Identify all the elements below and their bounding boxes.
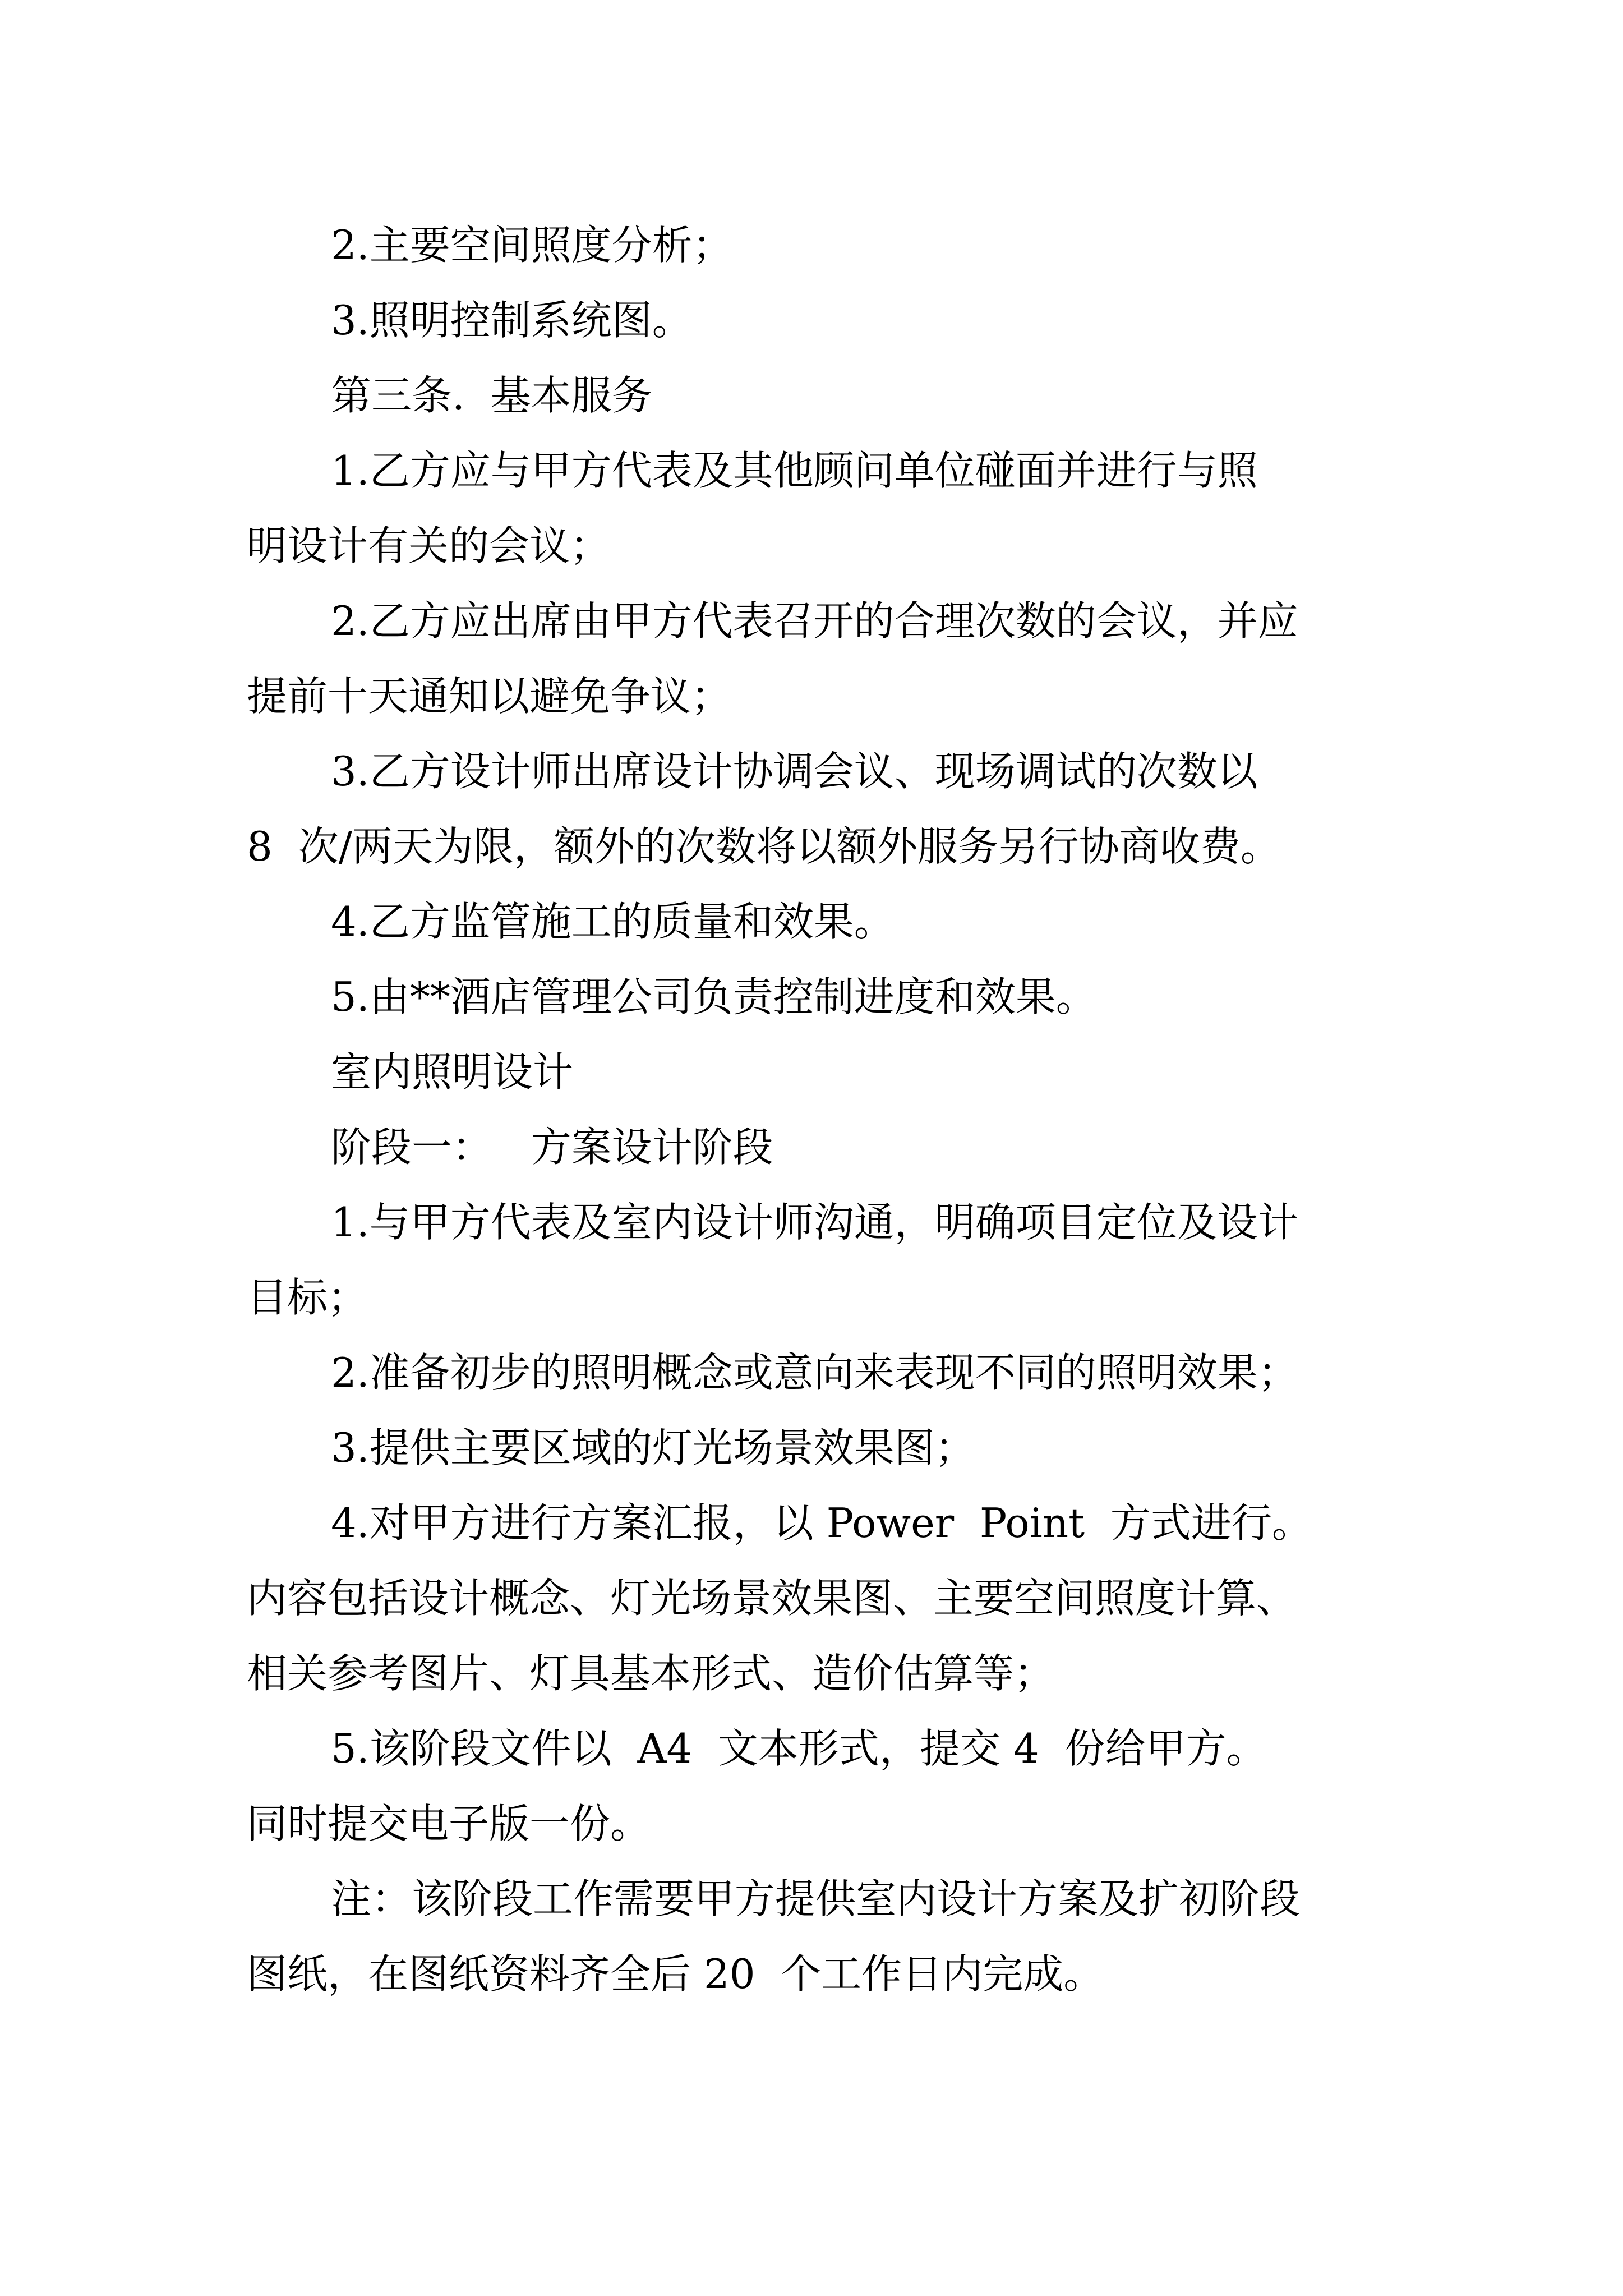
text-line: 3.乙方设计师出席设计协调会议、现场调试的次数以 <box>331 748 1258 795</box>
text-line: 2.准备初步的照明概念或意向来表现不同的照明效果； <box>331 1349 1298 1396</box>
text-line: 8 次/两天为限，额外的次数将以额外服务另行协商收费。 <box>247 823 1281 870</box>
section-heading: 第三条. 基本服务 <box>331 372 652 419</box>
text-line: 3.照明控制系统图。 <box>331 297 693 344</box>
text-line: 5.该阶段文件以 A4 文本形式，提交 4 份给甲方。 <box>331 1725 1267 1772</box>
text-line: 内容包括设计概念、灯光场景效果图、主要空间照度计算、 <box>247 1575 1297 1622</box>
text-line: 提前十天通知以避免争议； <box>247 673 732 720</box>
text-line: 4.对甲方进行方案汇报，以 Power Point 方式进行。 <box>331 1499 1312 1547</box>
section-heading: 室内照明设计 <box>331 1048 574 1096</box>
text-line: 同时提交电子版一份。 <box>247 1800 651 1847</box>
text-line: 明设计有关的会议； <box>247 522 611 569</box>
text-line: 1.与甲方代表及室内设计师沟通，明确项目定位及设计 <box>331 1199 1298 1246</box>
note-line: 注：该阶段工作需要甲方提供室内设计方案及扩初阶段 <box>331 1875 1301 1922</box>
text-line: 4.乙方监管施工的质量和效果。 <box>331 898 895 945</box>
document-body <box>247 208 1402 2012</box>
text-line: 2.乙方应出席由甲方代表召开的合理次数的会议，并应 <box>331 597 1298 645</box>
text-line: 5.由**酒店管理公司负责控制进度和效果。 <box>331 973 1096 1020</box>
text-line: 相关参考图片、灯具基本形式、造价估算等； <box>247 1650 1055 1697</box>
text-line: 3.提供主要区域的灯光场景效果图； <box>331 1424 975 1471</box>
text-line: 1.乙方应与甲方代表及其他顾问单位碰面并进行与照 <box>331 447 1258 494</box>
text-line: 目标； <box>247 1274 368 1321</box>
section-heading: 阶段一： 方案设计阶段 <box>331 1124 773 1171</box>
text-line: 2.主要空间照度分析； <box>331 222 733 269</box>
note-line: 图纸，在图纸资料齐全后 20 个工作日内完成。 <box>247 1950 1104 1998</box>
